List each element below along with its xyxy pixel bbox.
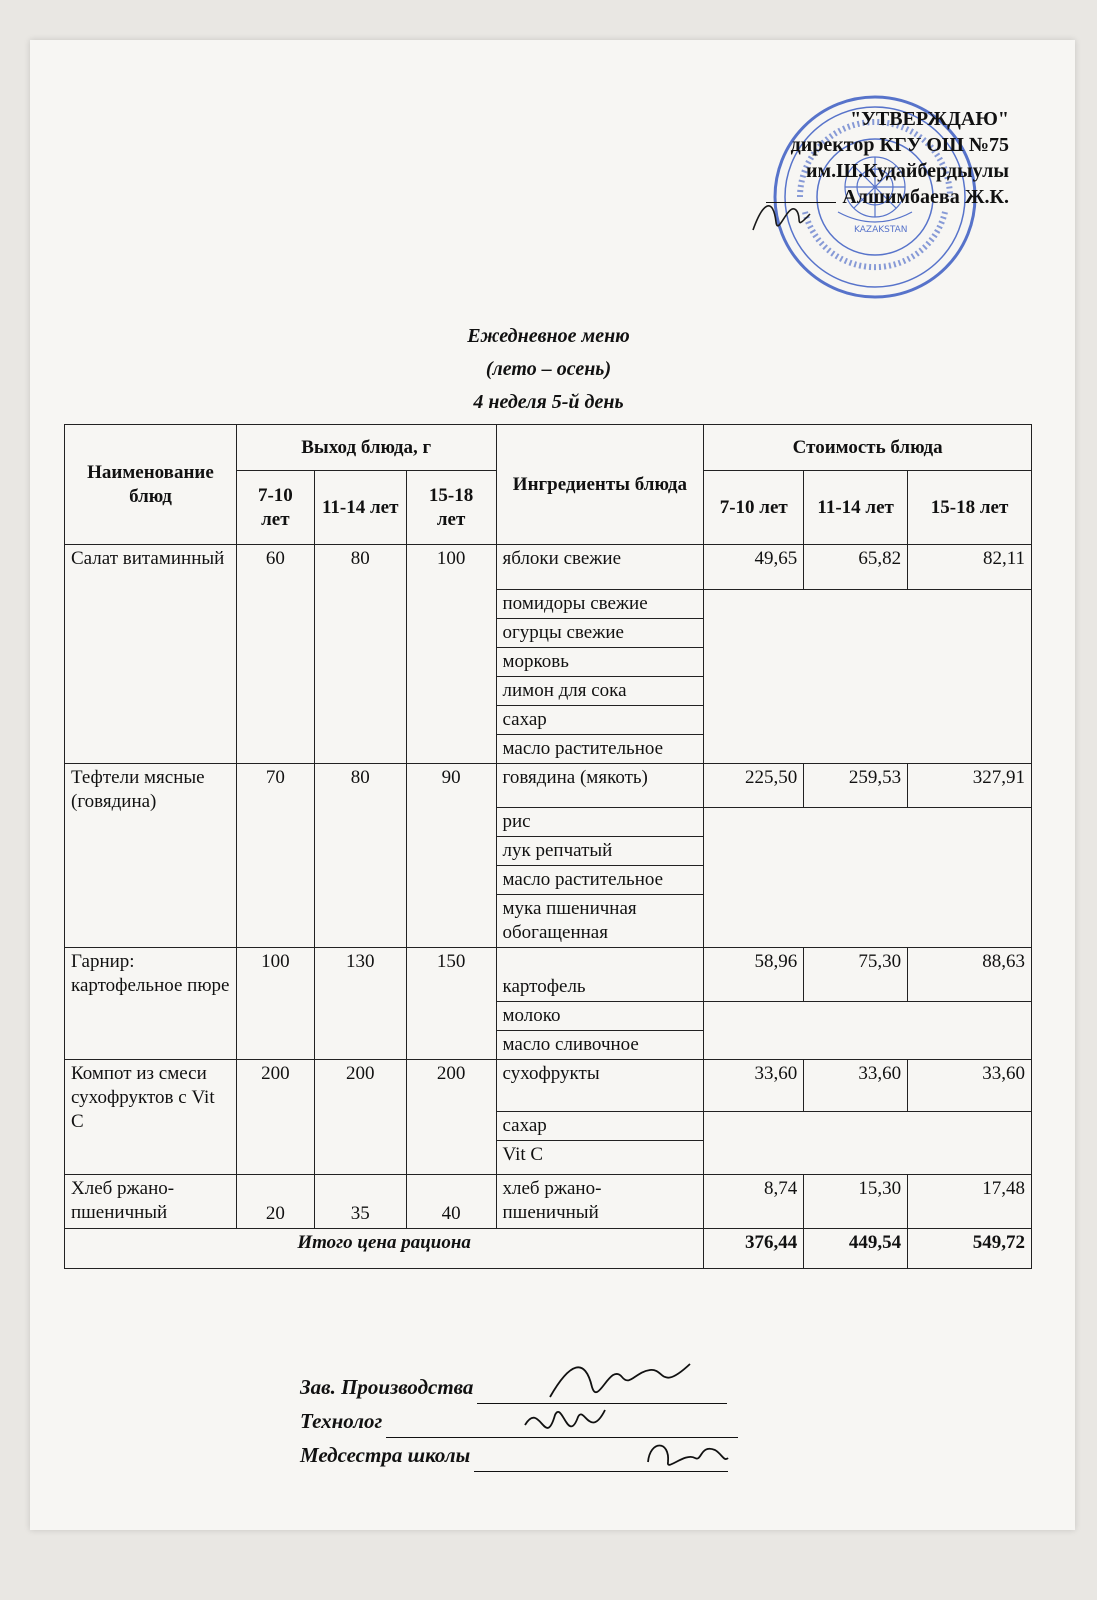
cost-15-18: 327,91 — [908, 764, 1032, 808]
menu-week-day: 4 неделя 5-й день — [473, 391, 624, 413]
cost-15-18: 88,63 — [908, 948, 1032, 1002]
approval-sign-line — [766, 202, 836, 203]
ingredient: сахар — [496, 706, 704, 735]
approval-block — [669, 106, 1009, 210]
yield-7-10: 70 — [236, 764, 314, 948]
cost-11-14: 15,30 — [804, 1175, 908, 1229]
header-yield-age-11-14: 11-14 лет — [314, 471, 406, 545]
yield-7-10: 60 — [236, 545, 314, 764]
ingredient: яблоки свежие — [496, 545, 704, 590]
nurse-sign-line — [474, 1447, 728, 1472]
cost-11-14: 259,53 — [804, 764, 908, 808]
yield-11-14: 80 — [314, 545, 406, 764]
dish-name: Салат витаминный — [65, 545, 237, 764]
technologist-label: Технолог — [300, 1409, 383, 1433]
table-row — [65, 948, 1032, 1002]
yield-15-18: 150 — [406, 948, 496, 1060]
table-row — [65, 764, 1032, 808]
yield-15-18: 100 — [406, 545, 496, 764]
header-yield-age-7-10: 7-10 лет — [236, 471, 314, 545]
ingredient: огурцы свежие — [496, 619, 704, 648]
approval-position: директор КГУ ОШ №75 — [790, 134, 1009, 156]
yield-15-18: 200 — [406, 1060, 496, 1175]
ingredient: помидоры свежие — [496, 590, 704, 619]
cost-15-18: 17,48 — [908, 1175, 1032, 1229]
ingredient: молоко — [496, 1002, 704, 1031]
yield-11-14: 35 — [314, 1175, 406, 1229]
menu-title: Ежедневное меню — [467, 325, 630, 347]
cost-11-14: 75,30 — [804, 948, 908, 1002]
approval-signatory — [669, 184, 1009, 210]
nurse-label: Медсестра школы — [300, 1443, 471, 1467]
header-cost-age-7-10: 7-10 лет — [704, 471, 804, 545]
dish-name: Компот из смеси сухофруктов с Vit C — [65, 1060, 237, 1175]
dish-name: Гарнир: картофельное пюре — [65, 948, 237, 1060]
cost-empty — [704, 808, 1032, 948]
ingredient: сухофрукты — [496, 1060, 704, 1112]
approval-director-name: Алшимбаева Ж.К. — [842, 186, 1009, 208]
total-7-10: 376,44 — [704, 1229, 804, 1269]
signature-row-technologist — [300, 1404, 738, 1438]
total-row — [65, 1229, 1032, 1269]
ingredient: лук репчатый — [496, 837, 704, 866]
ingredient: сахар — [496, 1112, 704, 1141]
production-manager-label: Зав. Производства — [300, 1375, 474, 1399]
cost-7-10: 33,60 — [704, 1060, 804, 1112]
header-cost-age-15-18: 15-18 лет — [908, 471, 1032, 545]
ingredient: масло растительное — [496, 866, 704, 895]
ingredient: мука пшеничная обогащенная — [496, 895, 704, 948]
ingredient: масло растительное — [496, 735, 704, 764]
cost-15-18: 82,11 — [908, 545, 1032, 590]
signature-row-nurse — [300, 1438, 738, 1472]
cost-7-10: 49,65 — [704, 545, 804, 590]
cost-15-18: 33,60 — [908, 1060, 1032, 1112]
cost-empty — [704, 1112, 1032, 1175]
table-row — [65, 1175, 1032, 1229]
yield-7-10: 20 — [236, 1175, 314, 1229]
cost-11-14: 65,82 — [804, 545, 908, 590]
dish-name: Тефтели мясные (говядина) — [65, 764, 237, 948]
cost-7-10: 58,96 — [704, 948, 804, 1002]
signature-row-production — [300, 1370, 738, 1404]
menu-season: (лето – осень) — [485, 358, 612, 380]
table-row — [65, 1060, 1032, 1112]
ingredient: хлеб ржано-пшеничный — [496, 1175, 704, 1229]
ingredient: масло сливочное — [496, 1031, 704, 1060]
cost-7-10: 8,74 — [704, 1175, 804, 1229]
production-sign-line — [477, 1379, 727, 1404]
approval-school-name: им.Ш.Кудайбердыулы — [805, 160, 1009, 182]
table-row — [65, 545, 1032, 590]
header-ingredients: Ингредиенты блюда — [496, 425, 704, 545]
total-label: Итого цена рациона — [65, 1229, 704, 1269]
approval-heading: "УТВЕРЖДАЮ" — [850, 108, 1009, 130]
menu-table — [64, 424, 1032, 1269]
yield-7-10: 200 — [236, 1060, 314, 1175]
yield-15-18: 40 — [406, 1175, 496, 1229]
ingredient: рис — [496, 808, 704, 837]
total-15-18: 549,72 — [908, 1229, 1032, 1269]
ingredient: Vit C — [496, 1141, 704, 1175]
header-yield-age-15-18: 15-18 лет — [406, 471, 496, 545]
total-11-14: 449,54 — [804, 1229, 908, 1269]
ingredient: картофель — [496, 948, 704, 1002]
technologist-sign-line — [386, 1413, 738, 1438]
yield-11-14: 80 — [314, 764, 406, 948]
signature-block — [300, 1370, 738, 1472]
yield-15-18: 90 — [406, 764, 496, 948]
dish-name: Хлеб ржано-пшеничный — [65, 1175, 237, 1229]
yield-7-10: 100 — [236, 948, 314, 1060]
cost-11-14: 33,60 — [804, 1060, 908, 1112]
ingredient: лимон для сока — [496, 677, 704, 706]
stamp-text: KAZAKSTAN — [854, 225, 908, 235]
cost-7-10: 225,50 — [704, 764, 804, 808]
ingredient: говядина (мякоть) — [496, 764, 704, 808]
yield-11-14: 130 — [314, 948, 406, 1060]
header-dish-name: Наименование блюд — [65, 425, 237, 545]
header-yield: Выход блюда, г — [236, 425, 496, 471]
cost-empty — [704, 1002, 1032, 1060]
yield-11-14: 200 — [314, 1060, 406, 1175]
header-cost: Стоимость блюда — [704, 425, 1032, 471]
cost-empty — [704, 590, 1032, 764]
ingredient: морковь — [496, 648, 704, 677]
header-cost-age-11-14: 11-14 лет — [804, 471, 908, 545]
